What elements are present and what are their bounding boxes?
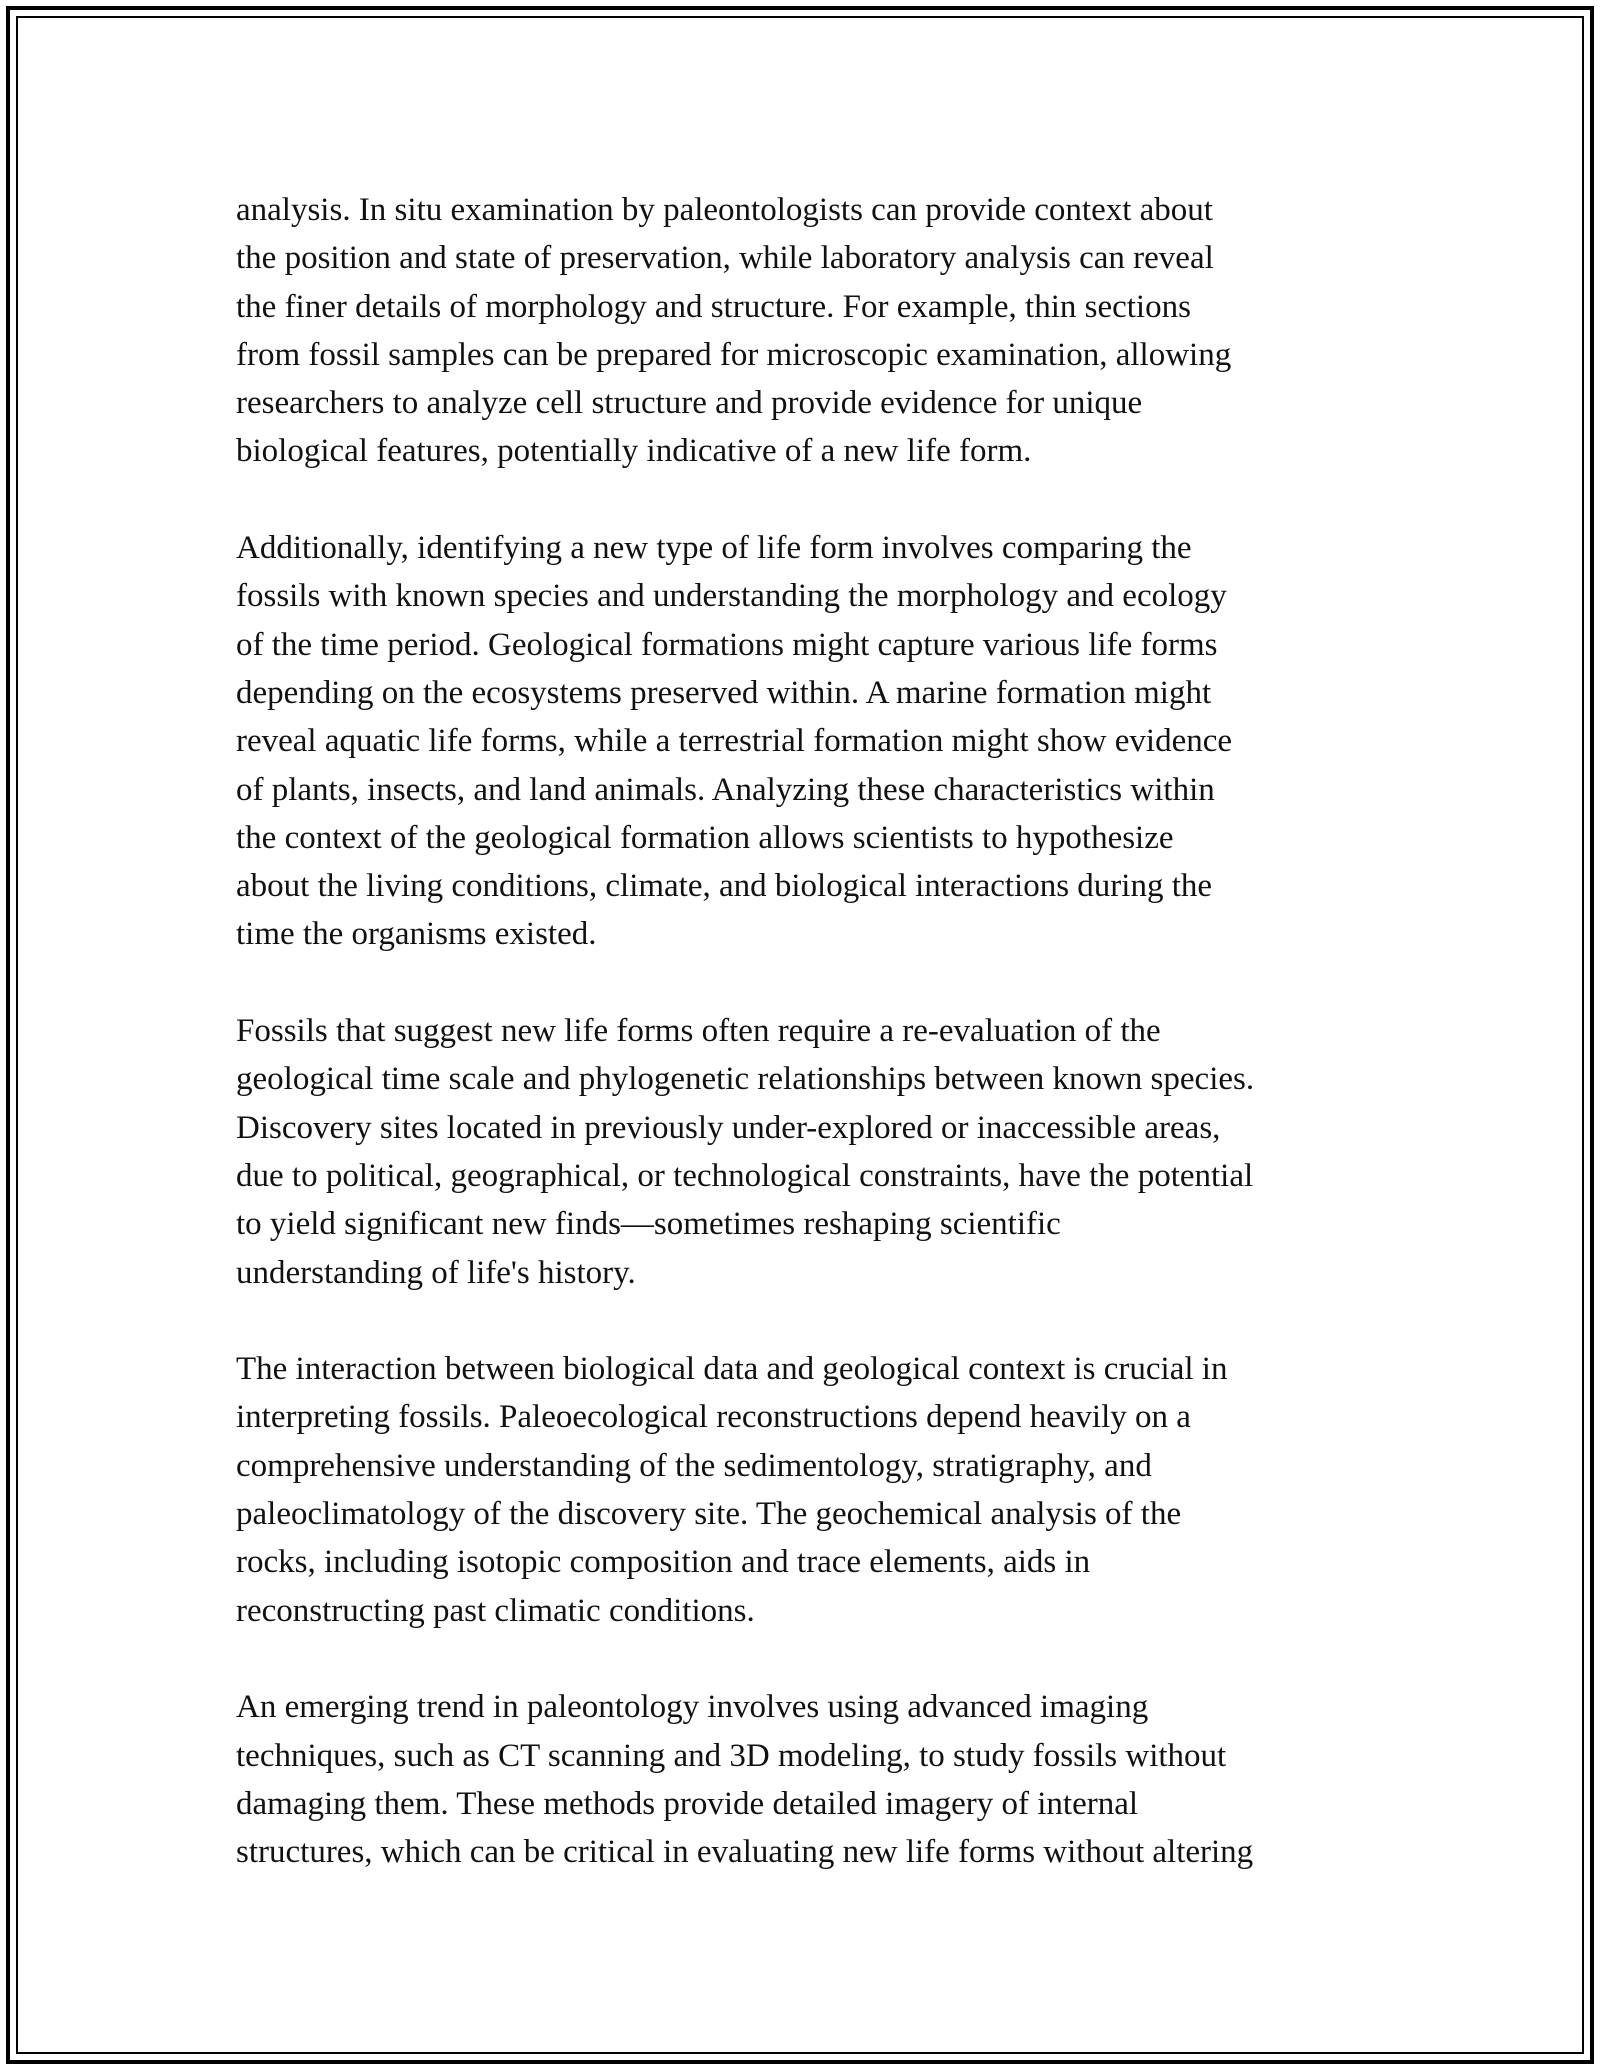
paragraph-1: analysis. In situ examination by paleontologists can provide context about the position and state of preservation, while laboratory analysis can reveal the finer details of morphology and structure. For example, thin sections from fossil samples can be prepared for microscopic examination, allowing researchers to analyze cell structure and provide evidence for unique biological features, potentially indicative of a new life form. bbox=[236, 192, 1232, 470]
paragraph-2: Additionally, identifying a new type of life form involves comparing the fossils with known species and understanding the morphology and ecology of the time period. Geological formations might capture various life forms depending on the ecosystems preserved within. A marine formation might reveal aquatic life forms, while a terrestrial formation might show evidence of plants, insects, and land animals. Analyzing these characteristics within the context of the geological formation allows scientists to hypothesize about the living conditions, climate, and biological interactions during the time the organisms existed. bbox=[236, 530, 1233, 953]
paragraph-5: An emerging trend in paleontology involves using advanced imaging techniques, such as CT scanning and 3D modeling, to study fossils without damaging them. These methods provide detailed imagery of internal structures, which can be critical in evaluating new life forms without altering bbox=[236, 1689, 1254, 1871]
page-body bbox=[236, 186, 1376, 1876]
paragraph-3: Fossils that suggest new life forms often require a re-evaluation of the geological time scale and phylogenetic relationships between known species. Discovery sites located in previously under-explored or inaccessible areas, due to political, geographical, or technological constraints, have the potential to yield significant new finds—sometimes reshaping scientific understanding of life's history. bbox=[236, 1013, 1255, 1291]
paragraph-4: The interaction between biological data and geological context is crucial in interpreting fossils. Paleoecological reconstructions depend heavily on a comprehensive understanding of the sedimentology, stratigraphy, and paleoclimatology of the discovery site. The geochemical analysis of the rocks, including isotopic composition and trace elements, aids in reconstructing past climatic conditions. bbox=[236, 1351, 1228, 1629]
